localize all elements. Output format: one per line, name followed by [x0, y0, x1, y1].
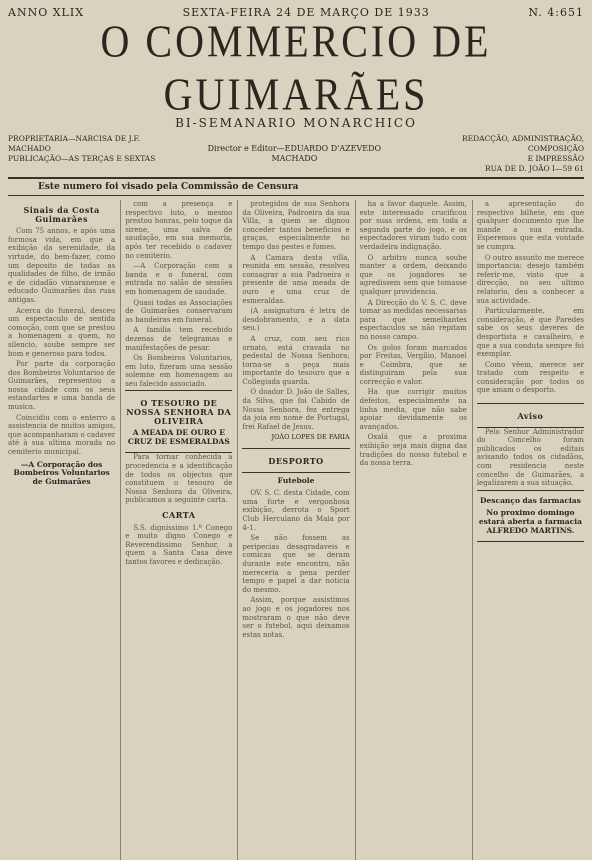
paragraph: a apresentação do respectivo bilhete, em que qualquer documento que lhe mande a sua entrada. Esperemos que esta vontade se cumpra. [476, 200, 585, 251]
paragraph: A familia tem recebido dezenas de telegramas e manifestações de pesar. [125, 326, 233, 352]
paragraph: Oxalá que a proxima exibição seja mais digna das tradições do nosso futebol e da nossa terra. [359, 433, 467, 468]
pharmacy-text: No proximo domingo estará aberta a farmacia ALFREDO MARTINS. [478, 508, 582, 535]
info-bar [8, 134, 584, 174]
paragraph: Assim, porque assistimos ao jogo e os jogadores nos mostraram o que não deve ser o futebol, aqui deixamos estas notas. [242, 596, 350, 639]
column-5 [472, 200, 584, 860]
paragraph: S.S. dignissimo 1.º Conego e muito digno Conego e Reverendissimo Senhor, a quem a Santa Casa deve tantos favores e dedicação. [125, 523, 233, 566]
paragraph: Como vêem, merece ser tratado com respeito e consideração por todos os que amam o desporto. [476, 360, 585, 395]
sports-section-head [242, 448, 349, 473]
office-line-1: REDACÇÃO, ADMINISTRAÇÃO, COMPOSIÇÃO [462, 134, 584, 153]
paragraph: Para tornar conhecida a procedencia e a identificação de todos os objectos que constituem o tesouro de Nossa Senhora da Oliveira, publicamos a seguinte carta. [125, 453, 233, 505]
paragraph: Com 75 annos, e após uma formosa vida, em que a exibição da serenidade, da virtude, do bem-fazer, como um deposito de todas as qualidades de filho, de irmão e de cidadão vimaranense e educado Guimarães das ruas antigas. [8, 227, 116, 304]
sports-heading: DESPORTO [268, 456, 324, 467]
paragraph: OV. S. C. desta Cidade, com uma forte e vergonhosa exibição, derrota o Sport Club Herculano da Maia por 4-1. [242, 489, 350, 532]
paragraph: ha a favor daquele. Assim, este interessado crucificou por suas ordens, em toda a segunda parte do jogo, e os espectadores viram tudo com verdadeira indignação. [359, 200, 467, 251]
pharmacy-notice [477, 490, 584, 542]
paragraph: com a presença e respectivo luto, o mesmo prestou honras, pelo toque da sirene, uma salva de saudação, em sua memoria, após ter recebido o cadaver no cemiterio. [125, 200, 233, 260]
letter-heading: CARTA [162, 510, 196, 520]
paragraph: protegidos de sua Senhora da Oliveira, Padroeira da sua Villa, a quem se dignou conceder tantos beneficios e graças, especialmente no tempo das pestes e fomes. [242, 200, 350, 251]
office-info [405, 134, 584, 174]
obituary-heading: Sinais da Costa Guimarães [23, 205, 100, 224]
masthead-title: O COMMERCIO DE GUIMARÃES [100, 15, 492, 120]
paragraph: O arbitro nunca soube manter a ordem, deixando que os jogadores se agredissem sem que tomasse qualquer providencia. [359, 253, 467, 296]
issue-date: SEXTA-FEIRA 24 DE MARÇO DE 1933 [182, 5, 430, 19]
censor-notice: Este numero foi visado pela Commissão de Censura [8, 179, 584, 196]
column-1 [8, 200, 115, 860]
column-2 [120, 200, 232, 860]
treasure-heading: O TESOURO DE NOSSA SENHORA DA OLIVEIRA [126, 398, 232, 426]
author-signature: JOÃO LOPES DE FARIA [271, 433, 350, 442]
paragraph: Acerca do funeral, desceu um espectaculo de sentida comoção, com que se prestou a homenagem a quem, no silencio, soube sempre ser bom e generoso para todos. [8, 306, 116, 358]
paragraph: Por parte da corporação dos Bombeiros Voluntarios de Guimarães, representou a nossa cidade com os seus estandartes e uma banda de musica. [8, 360, 116, 412]
column-4 [355, 200, 467, 860]
paragraph: (A assignatura é letra de desdobramento, e a data seu.) [242, 307, 350, 333]
treasure-section-head [125, 390, 232, 453]
paragraph: O doador D. João de Salles, da Silva, que foi Cabido de Nossa Senhora, fez entrega da joia em nome de Portugal, frei Rafael de Jesus. [242, 388, 350, 431]
paragraph: Ha que corrigir muitos defeitos, especialmente na linha media, que não sabe apoiar devidamente os avançados. [359, 388, 467, 431]
paragraph: O outro assunto me merece importancia: desejo também referir-me, visto que a direcção, no seu ultimo relatorio, deu a conhecer a sua actividade. [476, 253, 585, 305]
paragraph: A Direcção do V. S. C. deve tomar as medidas necessarias para que semelhantes espectaculos se não repitam no nosso campo. [359, 298, 467, 341]
year-label: ANNO XLIX [8, 5, 85, 19]
paragraph: Os golos foram marcados por Freitas, Vergílio, Manoel e Coimbra, que se distinguiram pela sua correcção e valor. [359, 343, 467, 386]
column-3 [237, 200, 349, 860]
paragraph: —A Corporação com a banda e o funeral, com entrada no salão de sessões em homenagem de saudade. [125, 262, 233, 296]
paragraph: Particularmente, em consideração, é que Paredes sabe os seus deveres de desportista e cavalheiro, e que a sua conduta sempre foi exemplar. [476, 307, 585, 359]
paragraph: Se não fossem as peripecias desagradaveis e comicas que se deram durante este encontro, não mereceria a pena perder tempo e papel a dar noticia do mesmo. [242, 534, 350, 594]
pharmacy-heading: Descanço das farmacias [480, 495, 581, 505]
paragraph: A Camara desta villa, reunida em sessão, resolveu consagrar a sua Padroeira o presente de uma meada de ouro e uma cruz de esmeraldas. [242, 253, 350, 305]
publisher-info [8, 134, 184, 174]
office-address: RUA DE D. JOÃO I—59 61 [485, 164, 584, 173]
sub-heading: —A Corporação dos Bombeiros Voluntarios de Guimarães [13, 459, 110, 486]
notice-heading: Aviso [517, 411, 544, 422]
paragraph: Pelo Senhor Administrador do Concelho foram publicados os editais avisando todos os cidadãos, com residencia neste concelho de Guimarães, a legalizarem a sua situação. [476, 427, 585, 488]
article-columns [8, 200, 584, 860]
notice-section-head [477, 403, 584, 428]
paragraph: Coincidiu com o enterro a assistencia de muitos amigos, que acompanharam o cadaver até à sua ultima morada no cemiterio municipal. [8, 413, 116, 457]
publication-line: PUBLICAÇÃO—AS TERÇAS E SEXTAS [8, 154, 156, 163]
paragraph: Quasi todas as Associações de Guimarães conservaram as bandeiras em funeral. [125, 298, 233, 324]
paragraph: Os Bombeiros Voluntarios, em luto, fizeram uma sessão solemne em homenagem ao seu falecido associado. [125, 354, 233, 388]
issue-number: N. 4:651 [528, 5, 584, 19]
proprietor-line: PROPRIETARIA—NARCISA DE J.F. MACHADO [8, 134, 140, 153]
treasure-subheading: A MEADA DE OURO E CRUZ DE ESMERALDAS [127, 428, 230, 446]
paragraph: A cruz, com seu rico ornato, está cravada no pedestal de Nossa Senhora; torna-se a peça mais importante do tesouro que a Collegiada guarda. [242, 334, 350, 386]
director-line: Director e Editor—EDUARDO D'AZEVEDO MACHADO [207, 144, 382, 163]
football-heading: Futebole [277, 475, 315, 485]
office-line-2: E IMPRESSÃO [527, 154, 584, 163]
masthead-subtitle: BI-SEMANARIO MONARCHICO [175, 116, 417, 130]
